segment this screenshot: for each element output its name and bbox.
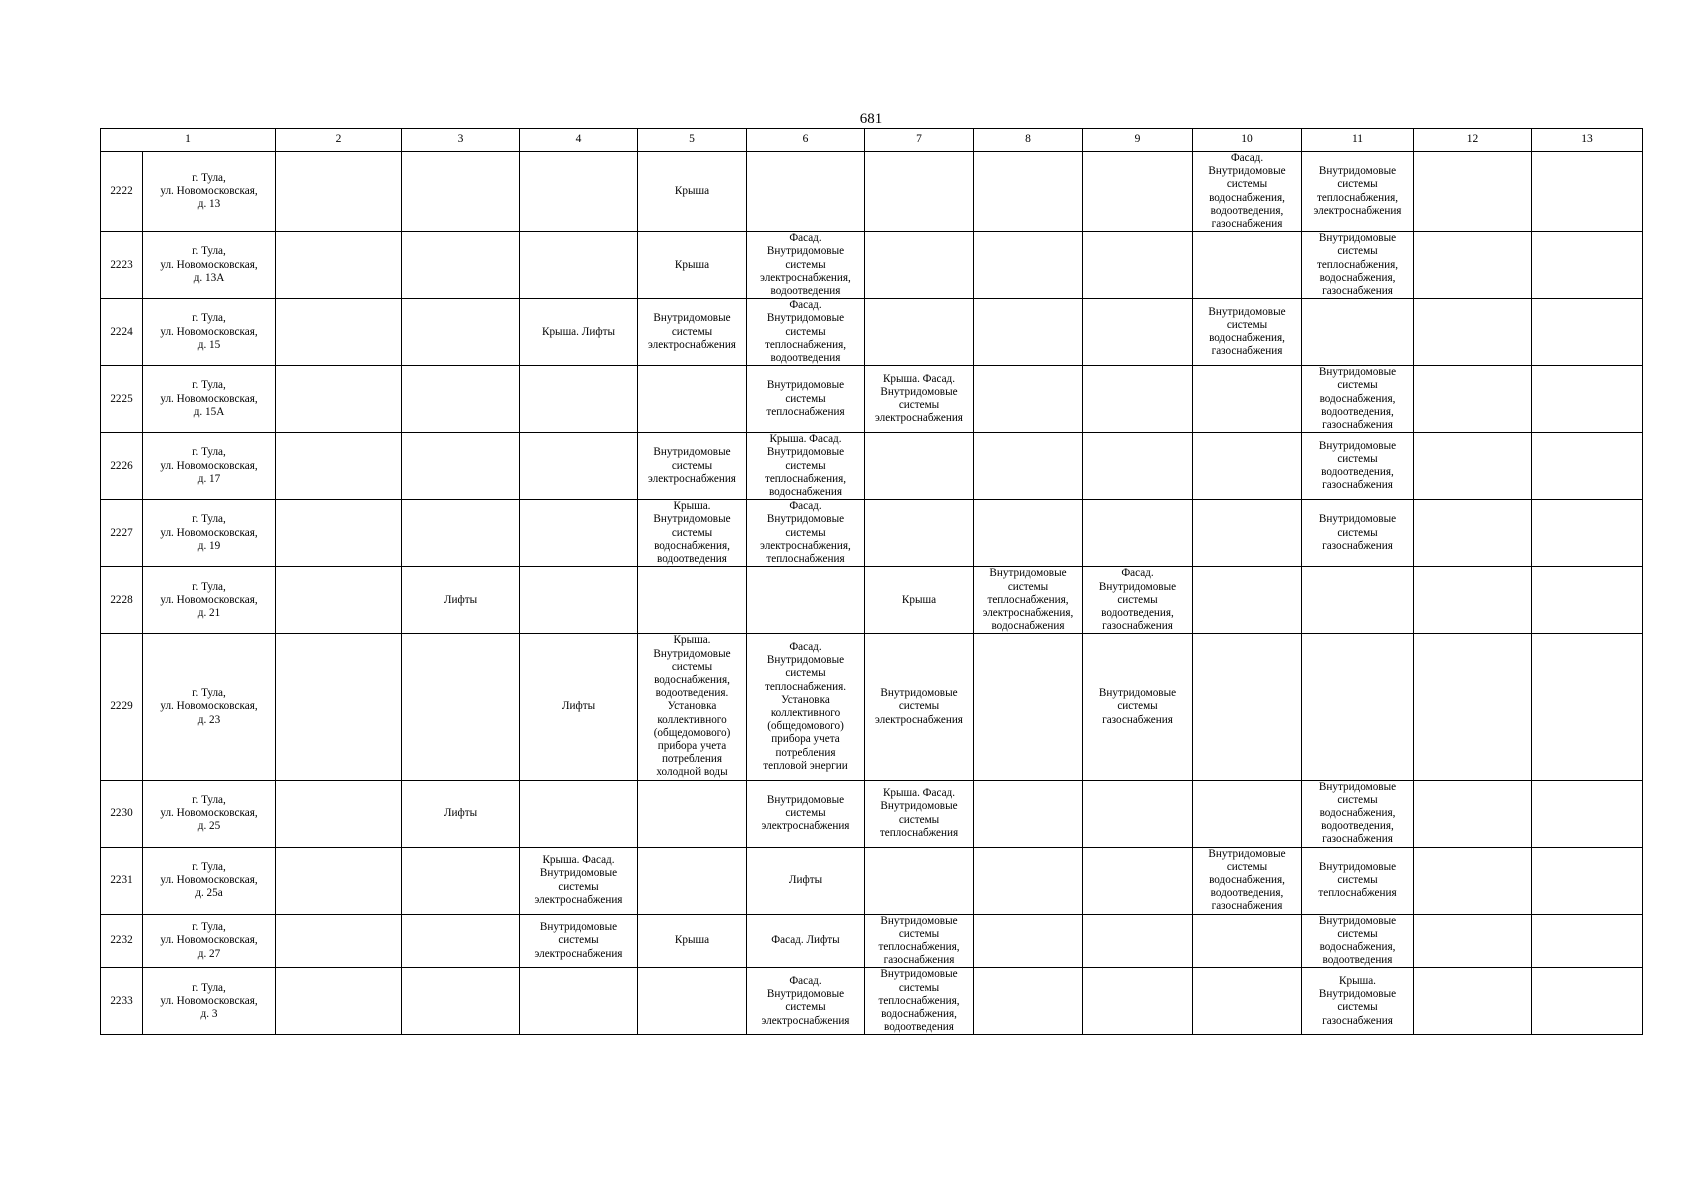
table-row [101, 780, 1643, 847]
work-cell-col-10: Фасад. Внутридомовые системы водоснабжения, водоотведения, газоснабжения [1193, 152, 1302, 232]
work-cell-col-7: Внутридомовые системы электроснабжения [865, 634, 974, 780]
address-cell: г. Тула, ул. Новомосковская, д. 13А [143, 232, 276, 299]
work-cell-col-11: Внутридомовые системы теплоснабжения, водоснабжения, газоснабжения [1302, 232, 1414, 299]
row-number-cell: 2228 [101, 567, 143, 634]
work-cell-col-9 [1083, 914, 1193, 968]
work-cell-col-2 [276, 299, 402, 366]
work-cell-col-3 [402, 366, 520, 433]
work-cell-col-8 [974, 366, 1083, 433]
work-cell-col-7 [865, 232, 974, 299]
work-cell-col-9 [1083, 299, 1193, 366]
work-cell-col-13 [1532, 567, 1643, 634]
column-number-header: 12 [1414, 129, 1532, 152]
work-cell-col-3: Лифты [402, 567, 520, 634]
address-cell: г. Тула, ул. Новомосковская, д. 23 [143, 634, 276, 780]
work-cell-col-8 [974, 152, 1083, 232]
column-number-header: 10 [1193, 129, 1302, 152]
work-cell-col-11: Крыша. Внутридомовые системы газоснабжения [1302, 968, 1414, 1035]
work-cell-col-9: Внутридомовые системы газоснабжения [1083, 634, 1193, 780]
work-cell-col-8 [974, 299, 1083, 366]
work-cell-col-4: Внутридомовые системы электроснабжения [520, 914, 638, 968]
work-cell-col-5 [638, 567, 747, 634]
work-cell-col-11: Внутридомовые системы теплоснабжения, электроснабжения [1302, 152, 1414, 232]
work-cell-col-12 [1414, 634, 1532, 780]
work-cell-col-5 [638, 847, 747, 914]
row-number-cell: 2222 [101, 152, 143, 232]
address-cell: г. Тула, ул. Новомосковская, д. 15 [143, 299, 276, 366]
work-cell-col-2 [276, 968, 402, 1035]
work-cell-col-6: Фасад. Внутридомовые системы электроснабжения, водоотведения [747, 232, 865, 299]
work-cell-col-11: Внутридомовые системы водоотведения, газоснабжения [1302, 433, 1414, 500]
work-cell-col-2 [276, 634, 402, 780]
work-cell-col-9 [1083, 433, 1193, 500]
work-cell-col-3 [402, 152, 520, 232]
row-number-cell: 2224 [101, 299, 143, 366]
work-cell-col-6: Фасад. Внутридомовые системы теплоснабжения. Установка коллективного (общедомового) прибора учета потребления тепловой энергии [747, 634, 865, 780]
address-cell: г. Тула, ул. Новомосковская, д. 27 [143, 914, 276, 968]
work-cell-col-3 [402, 847, 520, 914]
work-cell-col-8 [974, 433, 1083, 500]
work-cell-col-5 [638, 968, 747, 1035]
work-cell-col-13 [1532, 299, 1643, 366]
row-number-cell: 2231 [101, 847, 143, 914]
row-number-cell: 2226 [101, 433, 143, 500]
work-cell-col-12 [1414, 780, 1532, 847]
work-cell-col-4: Лифты [520, 634, 638, 780]
address-cell: г. Тула, ул. Новомосковская, д. 13 [143, 152, 276, 232]
table-row [101, 299, 1643, 366]
table-row [101, 152, 1643, 232]
work-cell-col-7 [865, 500, 974, 567]
work-cell-col-7 [865, 847, 974, 914]
work-cell-col-12 [1414, 914, 1532, 968]
work-cell-col-5: Крыша. Внутридомовые системы водоснабжения, водоотведения. Установка коллективного (общедомового) прибора учета потребления холодной воды [638, 634, 747, 780]
work-cell-col-10 [1193, 567, 1302, 634]
work-cell-col-3: Лифты [402, 780, 520, 847]
work-cell-col-3 [402, 500, 520, 567]
work-cell-col-9 [1083, 968, 1193, 1035]
work-cell-col-11 [1302, 299, 1414, 366]
address-cell: г. Тула, ул. Новомосковская, д. 17 [143, 433, 276, 500]
work-cell-col-10 [1193, 500, 1302, 567]
work-cell-col-6: Крыша. Фасад. Внутридомовые системы теплоснабжения, водоснабжения [747, 433, 865, 500]
work-cell-col-13 [1532, 914, 1643, 968]
work-cell-col-3 [402, 232, 520, 299]
work-cell-col-6: Лифты [747, 847, 865, 914]
address-cell: г. Тула, ул. Новомосковская, д. 25 [143, 780, 276, 847]
work-cell-col-10 [1193, 968, 1302, 1035]
work-cell-col-7: Внутридомовые системы теплоснабжения, газоснабжения [865, 914, 974, 968]
row-number-cell: 2230 [101, 780, 143, 847]
work-cell-col-10 [1193, 634, 1302, 780]
row-number-cell: 2233 [101, 968, 143, 1035]
table-row [101, 847, 1643, 914]
work-cell-col-8 [974, 968, 1083, 1035]
table-row [101, 968, 1643, 1035]
work-cell-col-7 [865, 152, 974, 232]
work-cell-col-8 [974, 232, 1083, 299]
column-number-header: 11 [1302, 129, 1414, 152]
work-cell-col-5: Крыша [638, 232, 747, 299]
work-cell-col-6 [747, 152, 865, 232]
work-cell-col-5 [638, 780, 747, 847]
work-cell-col-12 [1414, 366, 1532, 433]
work-cell-col-8 [974, 914, 1083, 968]
work-cell-col-11: Внутридомовые системы теплоснабжения [1302, 847, 1414, 914]
work-cell-col-2 [276, 780, 402, 847]
work-cell-col-5: Внутридомовые системы электроснабжения [638, 433, 747, 500]
work-cell-col-10 [1193, 780, 1302, 847]
work-cell-col-10 [1193, 366, 1302, 433]
work-cell-col-2 [276, 500, 402, 567]
work-cell-col-11: Внутридомовые системы водоснабжения, водоотведения, газоснабжения [1302, 366, 1414, 433]
column-number-header: 9 [1083, 129, 1193, 152]
column-number-header: 2 [276, 129, 402, 152]
work-cell-col-2 [276, 232, 402, 299]
work-cell-col-4 [520, 780, 638, 847]
work-cell-col-13 [1532, 780, 1643, 847]
work-cell-col-7: Крыша. Фасад. Внутридомовые системы электроснабжения [865, 366, 974, 433]
work-cell-col-13 [1532, 366, 1643, 433]
work-cell-col-12 [1414, 433, 1532, 500]
work-cell-col-13 [1532, 433, 1643, 500]
work-cell-col-12 [1414, 567, 1532, 634]
column-number-header: 8 [974, 129, 1083, 152]
work-cell-col-13 [1532, 232, 1643, 299]
address-cell: г. Тула, ул. Новомосковская, д. 15А [143, 366, 276, 433]
work-cell-col-6: Фасад. Внутридомовые системы электроснабжения [747, 968, 865, 1035]
work-cell-col-9 [1083, 366, 1193, 433]
work-cell-col-4 [520, 567, 638, 634]
work-cell-col-12 [1414, 847, 1532, 914]
column-number-header: 13 [1532, 129, 1643, 152]
work-cell-col-8 [974, 847, 1083, 914]
work-cell-col-7 [865, 299, 974, 366]
work-cell-col-10 [1193, 433, 1302, 500]
work-cell-col-13 [1532, 968, 1643, 1035]
row-number-cell: 2229 [101, 634, 143, 780]
work-cell-col-13 [1532, 152, 1643, 232]
work-cell-col-9 [1083, 500, 1193, 567]
row-number-cell: 2223 [101, 232, 143, 299]
work-cell-col-12 [1414, 500, 1532, 567]
table-row [101, 567, 1643, 634]
page-number: 681 [859, 111, 883, 127]
table-row [101, 634, 1643, 780]
address-cell: г. Тула, ул. Новомосковская, д. 19 [143, 500, 276, 567]
work-cell-col-9 [1083, 152, 1193, 232]
work-cell-col-10 [1193, 232, 1302, 299]
work-cell-col-5: Крыша [638, 914, 747, 968]
column-number-row [101, 129, 1643, 152]
address-cell: г. Тула, ул. Новомосковская, д. 21 [143, 567, 276, 634]
work-cell-col-3 [402, 968, 520, 1035]
work-cell-col-7 [865, 433, 974, 500]
work-cell-col-2 [276, 567, 402, 634]
work-cell-col-4 [520, 500, 638, 567]
work-cell-col-4: Крыша. Лифты [520, 299, 638, 366]
work-cell-col-11 [1302, 634, 1414, 780]
work-cell-col-11 [1302, 567, 1414, 634]
row-number-cell: 2227 [101, 500, 143, 567]
column-number-header: 4 [520, 129, 638, 152]
work-cell-col-4 [520, 366, 638, 433]
work-cell-col-6: Внутридомовые системы электроснабжения [747, 780, 865, 847]
work-cell-col-5 [638, 366, 747, 433]
work-cell-col-3 [402, 299, 520, 366]
work-cell-col-8 [974, 780, 1083, 847]
work-cell-col-12 [1414, 232, 1532, 299]
work-cell-col-8 [974, 634, 1083, 780]
work-cell-col-4: Крыша. Фасад. Внутридомовые системы электроснабжения [520, 847, 638, 914]
work-cell-col-12 [1414, 968, 1532, 1035]
work-cell-col-7: Крыша. Фасад. Внутридомовые системы теплоснабжения [865, 780, 974, 847]
table-row [101, 500, 1643, 567]
work-cell-col-11: Внутридомовые системы газоснабжения [1302, 500, 1414, 567]
work-cell-col-3 [402, 433, 520, 500]
work-cell-col-2 [276, 847, 402, 914]
work-cell-col-11: Внутридомовые системы водоснабжения, водоотведения, газоснабжения [1302, 780, 1414, 847]
column-number-header: 7 [865, 129, 974, 152]
work-cell-col-6: Фасад. Лифты [747, 914, 865, 968]
work-cell-col-6: Фасад. Внутридомовые системы электроснабжения, теплоснабжения [747, 500, 865, 567]
work-cell-col-4 [520, 433, 638, 500]
column-number-header: 5 [638, 129, 747, 152]
work-cell-col-6 [747, 567, 865, 634]
row-number-cell: 2232 [101, 914, 143, 968]
work-cell-col-8 [974, 500, 1083, 567]
work-cell-col-13 [1532, 847, 1643, 914]
work-cell-col-3 [402, 914, 520, 968]
column-number-header: 3 [402, 129, 520, 152]
address-cell: г. Тула, ул. Новомосковская, д. 25а [143, 847, 276, 914]
work-cell-col-8: Внутридомовые системы теплоснабжения, электроснабжения, водоснабжения [974, 567, 1083, 634]
work-cell-col-9 [1083, 847, 1193, 914]
repair-schedule-table [100, 128, 1643, 1035]
table-row [101, 232, 1643, 299]
table-row [101, 433, 1643, 500]
work-cell-col-7: Крыша [865, 567, 974, 634]
work-cell-col-9 [1083, 232, 1193, 299]
work-cell-col-11: Внутридомовые системы водоснабжения, водоотведения [1302, 914, 1414, 968]
work-cell-col-10: Внутридомовые системы водоснабжения, газоснабжения [1193, 299, 1302, 366]
work-cell-col-4 [520, 968, 638, 1035]
column-number-header: 1 [101, 129, 276, 152]
work-cell-col-7: Внутридомовые системы теплоснабжения, водоснабжения, водоотведения [865, 968, 974, 1035]
column-number-header: 6 [747, 129, 865, 152]
work-cell-col-5: Крыша [638, 152, 747, 232]
work-cell-col-6: Внутридомовые системы теплоснабжения [747, 366, 865, 433]
work-cell-col-2 [276, 914, 402, 968]
work-cell-col-6: Фасад. Внутридомовые системы теплоснабжения, водоотведения [747, 299, 865, 366]
work-cell-col-13 [1532, 634, 1643, 780]
work-cell-col-9: Фасад. Внутридомовые системы водоотведения, газоснабжения [1083, 567, 1193, 634]
work-cell-col-4 [520, 152, 638, 232]
row-number-cell: 2225 [101, 366, 143, 433]
work-cell-col-5: Крыша. Внутридомовые системы водоснабжения, водоотведения [638, 500, 747, 567]
work-cell-col-12 [1414, 299, 1532, 366]
work-cell-col-2 [276, 152, 402, 232]
work-cell-col-5: Внутридомовые системы электроснабжения [638, 299, 747, 366]
table-row [101, 914, 1643, 968]
work-cell-col-10 [1193, 914, 1302, 968]
work-cell-col-10: Внутридомовые системы водоснабжения, водоотведения, газоснабжения [1193, 847, 1302, 914]
work-cell-col-2 [276, 433, 402, 500]
work-cell-col-2 [276, 366, 402, 433]
work-cell-col-3 [402, 634, 520, 780]
table-row [101, 366, 1643, 433]
work-cell-col-13 [1532, 500, 1643, 567]
work-cell-col-4 [520, 232, 638, 299]
work-cell-col-9 [1083, 780, 1193, 847]
address-cell: г. Тула, ул. Новомосковская, д. 3 [143, 968, 276, 1035]
work-cell-col-12 [1414, 152, 1532, 232]
